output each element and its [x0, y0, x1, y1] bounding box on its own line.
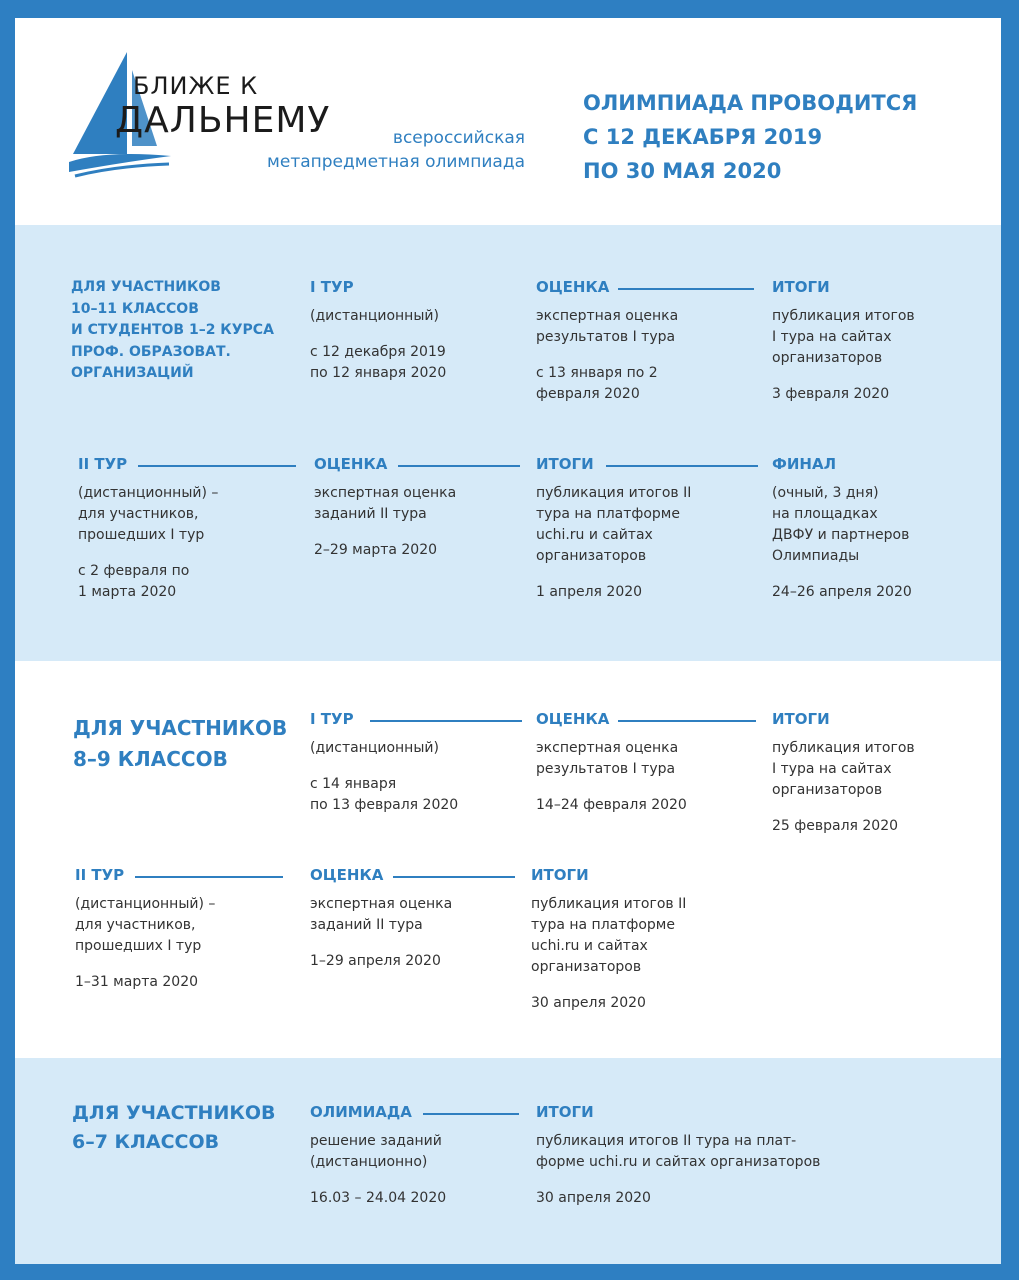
connector-line — [135, 876, 283, 878]
connector-line — [618, 288, 754, 290]
stage-description: (дистанционный) – для участников, прошедших I тур — [75, 896, 216, 954]
stage-description: экспертная оценка результатов I тура — [536, 740, 679, 777]
stage-date: 14–24 февраля 2020 — [536, 797, 687, 813]
stage-date: 1–31 марта 2020 — [75, 974, 199, 990]
connector-line — [138, 465, 296, 467]
s1-r1-stage-3 — [772, 278, 915, 405]
connector-line — [618, 720, 756, 722]
s2-r1-stage-3 — [772, 710, 915, 837]
s2-r2-stage-2 — [310, 866, 452, 972]
stage-date: 30 апреля 2020 — [531, 995, 646, 1011]
s1-r2-stage-1 — [78, 455, 218, 603]
stage-description: публикация итогов I тура на сайтах организаторов — [772, 308, 915, 366]
section1-group-label: ДЛЯ УЧАСТНИКОВ 10–11 КЛАССОВ И СТУДЕНТОВ 1–2 КУРСА ПРОФ. ОБРАЗОВАТ. ОРГАНИЗАЦИЙ — [71, 279, 274, 381]
stage-date: с 12 декабря 2019 по 12 января 2020 — [310, 344, 447, 381]
stage-date: 2–29 марта 2020 — [314, 542, 438, 558]
stage-description: публикация итогов I тура на сайтах организаторов — [772, 740, 915, 798]
stage-description: (очный, 3 дня) на площадках ДВФУ и партнеров Олимпиады — [772, 485, 910, 564]
stage-title: ОЛИМИАДА — [310, 1103, 412, 1121]
stage-date: 3 февраля 2020 — [772, 386, 890, 402]
connector-line — [393, 876, 515, 878]
stage-date: 30 апреля 2020 — [536, 1190, 651, 1206]
stage-description: экспертная оценка результатов I тура — [536, 308, 679, 345]
stage-date: с 2 февраля по 1 марта 2020 — [78, 563, 190, 600]
stage-title: I ТУР — [310, 278, 354, 296]
stage-description: (дистанционный) – для участников, прошедших I тур — [78, 485, 219, 543]
stage-description: экспертная оценка заданий II тура — [314, 485, 457, 522]
s3-stage-2 — [536, 1103, 820, 1209]
connector-line — [370, 720, 522, 722]
stage-title: ОЦЕНКА — [536, 278, 610, 296]
dates-line3: ПО 30 МАЯ 2020 — [583, 159, 782, 183]
s2-r2-stage-1 — [75, 866, 215, 993]
stage-title: II ТУР — [75, 866, 125, 884]
stage-date: 1–29 апреля 2020 — [310, 953, 441, 969]
stage-description: публикация итогов II тура на платформе uchi.ru и сайтах организаторов — [536, 485, 692, 564]
stage-date: с 13 января по 2 февраля 2020 — [536, 365, 658, 402]
section2-group-label: ДЛЯ УЧАСТНИКОВ 8–9 КЛАССОВ — [73, 716, 288, 771]
stage-date: 25 февраля 2020 — [772, 818, 899, 834]
page-content — [15, 18, 1001, 1264]
section3-group-label: ДЛЯ УЧАСТНИКОВ 6–7 КЛАССОВ — [72, 1102, 276, 1153]
s2-r1-stage-2 — [536, 710, 687, 816]
stage-title: I ТУР — [310, 710, 354, 728]
stage-title: ОЦЕНКА — [314, 455, 388, 473]
logo-text-line2: ДАЛЬНЕМУ — [115, 100, 331, 141]
stage-title: II ТУР — [78, 455, 128, 473]
connector-line — [398, 465, 520, 467]
olympiad-subtitle — [245, 126, 525, 174]
s1-r1-stage-1 — [310, 278, 446, 384]
stage-description: публикация итогов II тура на платформе uchi.ru и сайтах организаторов — [531, 896, 687, 975]
stage-description: (дистанционный) — [310, 308, 439, 324]
section-6-7-background — [15, 1058, 1001, 1264]
stage-title: ОЦЕНКА — [536, 710, 610, 728]
connector-line — [423, 1113, 519, 1115]
stage-date: 24–26 апреля 2020 — [772, 584, 912, 600]
stage-title: ИТОГИ — [772, 710, 830, 728]
stage-description: (дистанционный) — [310, 740, 439, 756]
dates-line1: ОЛИМПИАДА ПРОВОДИТСЯ — [583, 91, 918, 115]
s2-r2-stage-3 — [531, 866, 686, 1014]
olympiad-dates — [583, 86, 917, 188]
stage-date: с 14 января по 13 февраля 2020 — [310, 776, 459, 813]
stage-title: ИТОГИ — [772, 278, 830, 296]
stage-title: ФИНАЛ — [772, 455, 837, 473]
stage-description: экспертная оценка заданий II тура — [310, 896, 453, 933]
s2-r1-stage-1 — [310, 710, 458, 816]
s1-r2-stage-4 — [772, 455, 912, 603]
connector-line — [606, 465, 758, 467]
s3-stage-1 — [310, 1103, 446, 1209]
subtitle-line1: всероссийская — [392, 128, 525, 148]
stage-title: ИТОГИ — [536, 455, 594, 473]
s1-r2-stage-3 — [536, 455, 691, 603]
stage-date: 16.03 – 24.04 2020 — [310, 1190, 447, 1206]
s1-r1-stage-2 — [536, 278, 678, 405]
stage-title: ИТОГИ — [531, 866, 589, 884]
logo-text-line1: БЛИЖЕ К — [133, 72, 259, 100]
stage-description: публикация итогов II тура на плат- форме uchi.ru и сайтах организаторов — [536, 1133, 821, 1170]
subtitle-line2: метапредметная олимпиада — [267, 152, 525, 172]
stage-description: решение заданий (дистанционно) — [310, 1133, 442, 1170]
s1-r2-stage-2 — [314, 455, 456, 561]
stage-date: 1 апреля 2020 — [536, 584, 643, 600]
stage-title: ОЦЕНКА — [310, 866, 384, 884]
stage-title: ИТОГИ — [536, 1103, 594, 1121]
dates-line2: С 12 ДЕКАБРЯ 2019 — [583, 125, 823, 149]
